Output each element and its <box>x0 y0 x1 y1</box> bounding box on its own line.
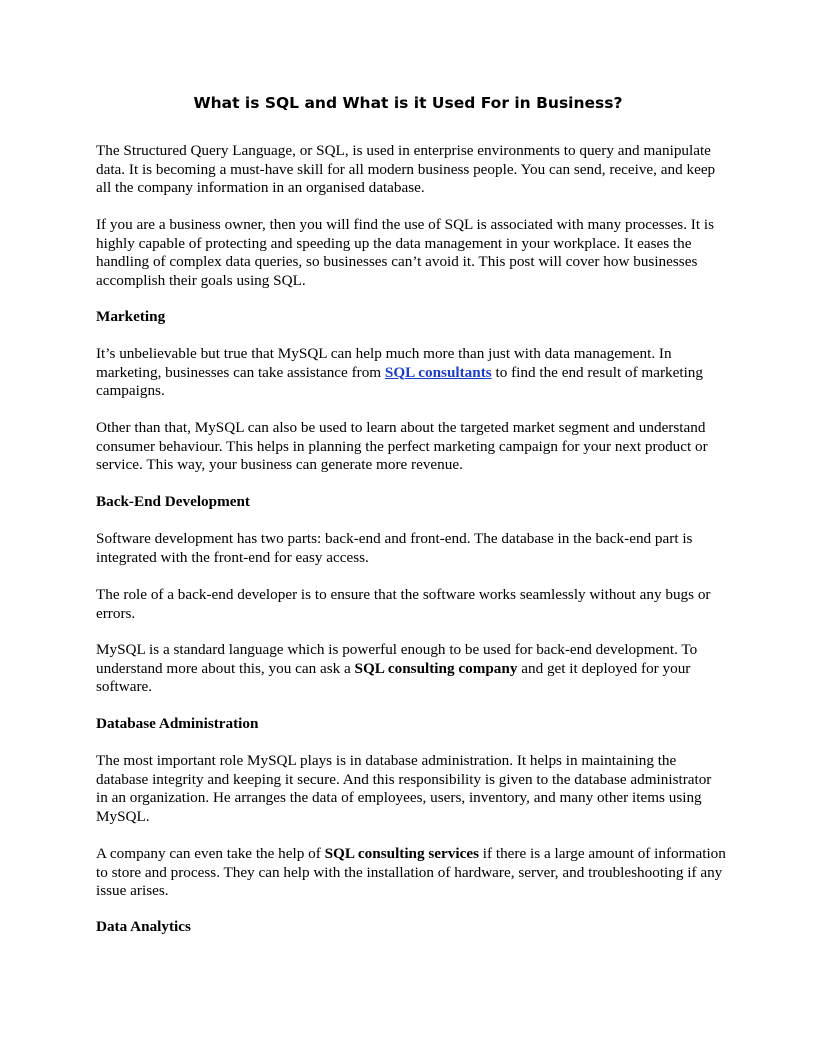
marketing-paragraph-2: Other than that, MySQL can also be used to learn about the targeted market segment and understand consumer behaviour. This helps in planning the perfect marketing campaign for your next product or service. This way, your business can generate more revenue. <box>96 419 708 473</box>
backend-p3-text-after: and get it deployed for your software. <box>96 659 691 695</box>
intro-paragraph-2: If you are a business owner, then you will find the use of SQL is associated with many processes. It is highly capable of protecting and speeding up the data management in your workplace. It eases the handling of complex data queries, so businesses can’t avoid it. This post will cover how businesses accomplish their goals using SQL. <box>96 216 715 289</box>
marketing-p1-text-after: to find the end result of marketing campaigns. <box>96 363 703 399</box>
backend-p3-text-before: MySQL is a standard language which is powerful enough to be used for back-end development. To understand more about this, you can ask a <box>96 641 698 677</box>
backend-paragraph-1: Software development has two parts: back-end and front-end. The database in the back-end part is integrated with the front-end for easy access. <box>96 530 693 566</box>
sql-consulting-company-bold: SQL consulting company <box>354 659 518 677</box>
intro-paragraph-1: The Structured Query Language, or SQL, is used in enterprise environments to query and manipulate data. It is becoming a must-have skill for all modern business people. You can send, receive, and keep all the company information in an organised database. <box>96 142 716 196</box>
sql-consultants-link[interactable]: SQL consultants <box>384 363 492 381</box>
sql-consulting-services-bold: SQL consulting services <box>324 845 479 862</box>
section-heading-dbadmin: Database Administration <box>96 715 259 732</box>
document-title: What is SQL and What is it Used For in Business? <box>193 94 623 112</box>
dbadmin-p2-text-before: A company can even take the help of <box>96 845 325 862</box>
dbadmin-paragraph-2 <box>96 845 726 901</box>
backend-paragraph-3 <box>96 641 726 697</box>
section-heading-backend: Back-End Development <box>96 493 250 510</box>
backend-paragraph-2: The role of a back-end developer is to ensure that the software works seamlessly without any bugs or errors. <box>96 586 711 622</box>
dbadmin-paragraph-1: The most important role MySQL plays is in database administration. It helps in maintaining the database integrity and keeping it secure. And this responsibility is given to the database administrator in an organization. He arranges the data of employees, users, inventory, and many other items using MySQL. <box>96 752 712 825</box>
marketing-paragraph-1 <box>96 345 726 401</box>
dbadmin-p2-text-after: if there is a large amount of information to store and process. They can help with the installation of hardware, server, and troubleshooting if any issue arises. <box>96 845 726 899</box>
section-heading-marketing: Marketing <box>96 308 166 325</box>
marketing-p1-text-before: It’s unbelievable but true that MySQL can help much more than just with data management. In marketing, businesses can take assistance from <box>96 345 672 381</box>
section-heading-analytics: Data Analytics <box>96 918 191 935</box>
